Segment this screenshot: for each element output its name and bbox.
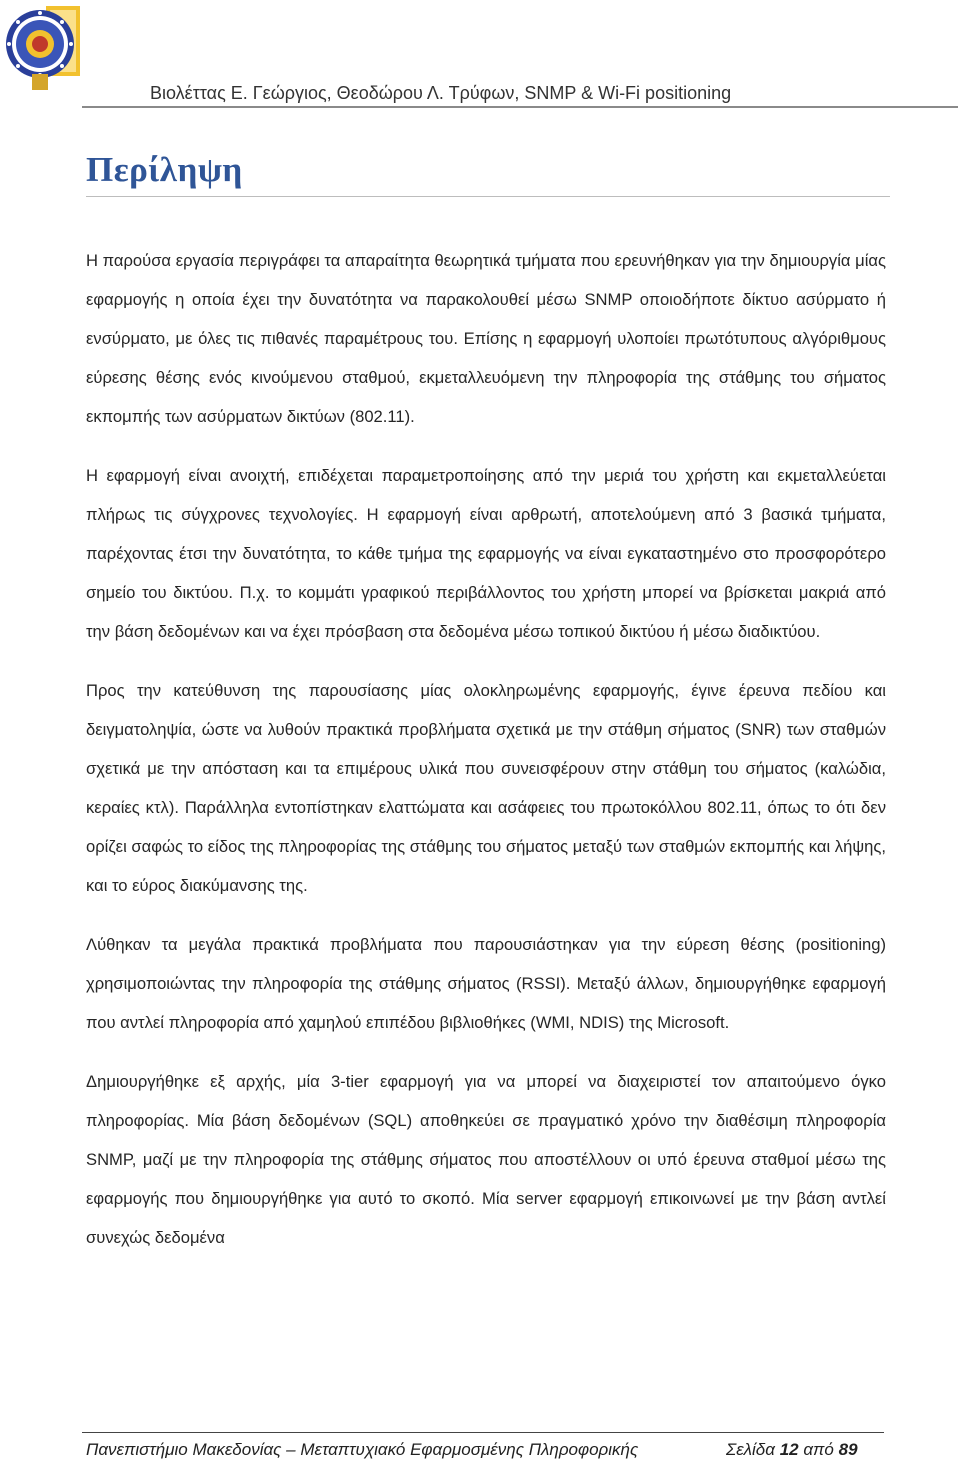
page-number: 12 [779, 1440, 799, 1459]
page-indicator [726, 1440, 858, 1460]
paragraph-2: Η εφαρμογή είναι ανοιχτή, επιδέχεται παραμετροποίησης από την μεριά του χρήστη και εκμεταλλεύεται πλήρως τις σύγχρονες τεχνολογίες. Η εφαρμογή είναι αρθρωτή, αποτελούμενη από 3 βασικά τμήματα, παρέχοντας έτσι την δυνατότητα, το κάθε τμήμα της εφαρμογής να είναι εγκαταστημένο στο προσφορότερο σημείο του δικτύου. Π.χ. το κομμάτι γραφικού περιβάλλοντος του χρήστη μπορεί να βρίσκεται μακριά από την βάση δεδομένων και να έχει πρόσβαση στα δεδομένα μέσω τοπικού δικτύου ή μέσω διαδικτύου. [86, 466, 886, 641]
paragraph-4: Λύθηκαν τα μεγάλα πρακτικά προβλήματα που παρουσιάστηκαν για την εύρεση θέσης (positioning) χρησιμοποιώντας την πληροφορία της στάθμης σήματος (RSSI). Μεταξύ άλλων, δημιουργήθηκε εφαρμογή που αντλεί πληροφορία από χαμηλού επιπέδου βιβλιοθήκες (WMI, NDIS) της Microsoft. [86, 935, 886, 1032]
page-of: από [803, 1440, 834, 1459]
title-divider [86, 196, 890, 197]
paragraph-1: Η παρούσα εργασία περιγράφει τα απαραίτητα θεωρητικά τμήματα που ερευνήθηκαν για την δημιουργία μίας εφαρμογής η οποία έχει την δυνατότητα να παρακολουθεί μέσω SNMP οποιοδήποτε δίκτυο ασύρματο ή ενσύρματο, με όλες τις πιθανές παραμέτρους του. Επίσης η εφαρμογή υλοποίει πρωτότυπους αλγόριθμους εύρεσης θέσης ενός κινούμενου σταθμού, εκμεταλλευόμενη την πληροφορία της στάθμης του σήματος εκπομπής των ασύρματων δικτύων (802.11). [86, 251, 886, 426]
footer-divider [82, 1432, 884, 1433]
header-divider [82, 106, 958, 108]
page-footer [86, 1440, 876, 1460]
page-title: Περίληψη [86, 150, 243, 189]
abstract-body [86, 241, 886, 1277]
university-seal-icon [2, 4, 82, 94]
page-label: Σελίδα [726, 1440, 775, 1459]
header-authors: Βιολέττας Ε. Γεώργιος, Θεοδώρου Λ. Τρύφων, SNMP & Wi-Fi positioning [150, 83, 732, 103]
page-total: 89 [838, 1440, 858, 1459]
footer-institution: Πανεπιστήμιο Μακεδονίας – Μεταπτυχιακό Εφαρμοσμένης Πληροφορικής [86, 1440, 639, 1459]
paragraph-5: Δημιουργήθηκε εξ αρχής, μία 3-tier εφαρμογή για να μπορεί να διαχειριστεί τον απαιτούμενο όγκο πληροφορίας. Μία βάση δεδομένων (SQL) αποθηκεύει σε πραγματικό χρόνο την διαθέσιμη πληροφορία SNMP, μαζί με την πληροφορία της στάθμης σήματος που αποστέλλουν οι υπό έρευνα σταθμοί μέσω της εφαρμογής που δημιουργήθηκε για αυτό το σκοπό. Μία server εφαρμογή επικοινωνεί με την βάση αντλεί συνεχώς δεδομένα [86, 1072, 886, 1247]
paragraph-3: Προς την κατεύθυνση της παρουσίασης μίας ολοκληρωμένης εφαρμογής, έγινε έρευνα πεδίου και δειγματοληψία, ώστε να λυθούν πρακτικά προβλήματα σχετικά με την στάθμη σήματος (SNR) των σταθμών σχετικά με την απόσταση και τα επιμέρους υλικά που συνεισφέρουν στην στάθμη του σήματος (καλώδια, κεραίες κτλ). Παράλληλα εντοπίστηκαν ελαττώματα και ασάφειες του πρωτοκόλλου 802.11, όπως το ότι δεν ορίζει σαφώς το είδος της πληροφορίας της στάθμης του σήματος μεταξύ των σταθμών εκπομπής και λήψης, και το εύρος διακύμανσης της. [86, 681, 886, 895]
